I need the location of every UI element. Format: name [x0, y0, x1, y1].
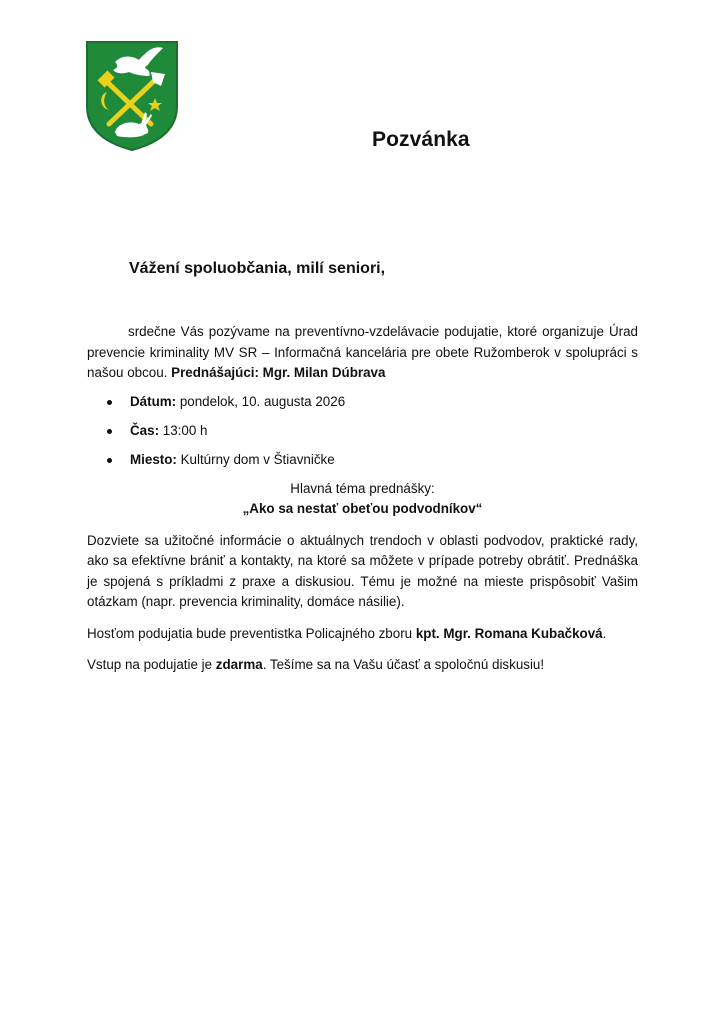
event-details-list — [87, 392, 638, 470]
theme-label: Hlavná téma prednášky: — [290, 480, 435, 496]
theme-title-text: „Ako sa nestať obeťou podvodníkov“ — [242, 501, 483, 516]
date-value: pondelok, 10. augusta 2026 — [176, 393, 346, 409]
host-suffix: . — [602, 625, 607, 641]
host-paragraph — [87, 624, 638, 645]
entry-free: zdarma — [215, 657, 263, 672]
invitation-body — [87, 322, 638, 676]
list-item-time — [87, 421, 638, 441]
entry-paragraph — [87, 655, 638, 676]
host-prefix: Hosťom podujatia bude preventistka Policajného zboru — [87, 625, 416, 641]
date-label: Dátum: — [130, 393, 177, 409]
bullet-icon — [107, 458, 112, 463]
bullet-icon — [107, 429, 112, 434]
intro-text: srdečne Vás pozývame na preventívno-vzdelávacie podujatie, ktoré organizuje Úrad prevencie kriminality MV SR – Informačná kancelária pre obete Ružomberok v spolupráci s našou obcou. — [87, 324, 638, 380]
page-title: Pozvánka — [372, 128, 470, 151]
description-paragraph: Dozviete sa užitočné informácie o aktuálnych trendoch v oblasti podvodov, praktické rady, ako sa efektívne brániť a kontakty, na ktoré sa môžete v prípade potreby obrátiť. Prednáška je spojená s príkladmi z praxe a diskusiou. Tému je možné na mieste prispôsobiť Vašim otázkam (napr. prevencia kriminality, domáce násilie). — [87, 532, 638, 609]
list-item-date — [87, 392, 638, 412]
bullet-icon — [107, 400, 112, 405]
entry-prefix: Vstup na podujatie je — [87, 657, 216, 672]
greeting: Vážení spoluobčania, milí seniori, — [129, 260, 386, 277]
time-value: 13:00 h — [159, 422, 208, 438]
intro-paragraph — [87, 322, 638, 384]
host-name: kpt. Mgr. Romana Kubačková — [415, 625, 603, 641]
theme-title — [87, 499, 638, 520]
coat-of-arms-icon — [85, 40, 179, 152]
list-item-place — [87, 450, 638, 470]
entry-suffix: . Tešíme sa na Vašu účasť a spoločnú diskusiu! — [262, 657, 545, 672]
lecturer: Prednášajúci: Mgr. Milan Dúbrava — [171, 365, 386, 380]
place-label: Miesto: — [130, 451, 177, 467]
place-value: Kultúrny dom v Štiavničke — [176, 451, 335, 467]
time-label: Čas: — [130, 422, 160, 438]
